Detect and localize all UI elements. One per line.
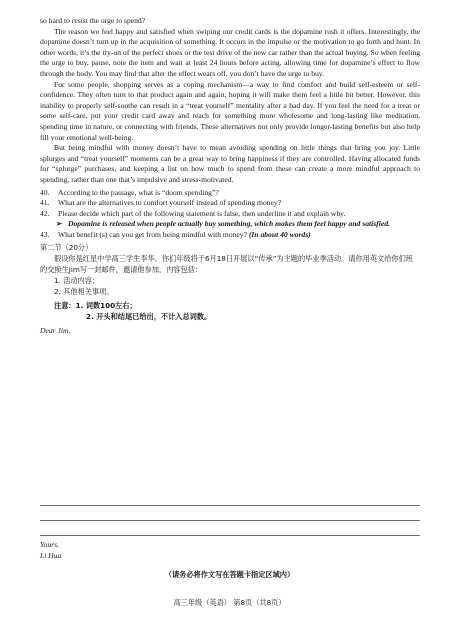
- note-1: 注意：1. 词数100左右；: [54, 301, 137, 311]
- passage-block: [40, 16, 420, 337]
- question-40: 40. According to the passage, what is “doom spending”?: [40, 187, 219, 197]
- note-2: 2. 开头和结尾已给出，不计入总词数。: [86, 312, 212, 322]
- writing-task: 假设你是红星中学高三学生李华。你们年级将于6月18日开展以“传承”为主题的毕业季活动。请你用英文给你们班的交换生Jim写一封邮件，邀请他参加，内容包括：: [40, 254, 413, 275]
- letter-greeting: Dear Jim,: [40, 326, 71, 336]
- arrow-bullet-icon: ➢: [56, 219, 63, 229]
- question-42: 42. Please decide which part of the following statement is false, then underline it and explain why.: [40, 208, 346, 218]
- passage-paragraph-3: But being mindful with money doesn’t have to mean avoiding spending on little things that bring you joy. Little splurges and “treat yourself” moments can be a great way to bring happiness if they are controlled. Having allocated funds for “splurge” purchases, and keeping a list on how much to spend from these can create a more mindful approach to spending, rather than one that’s impulsive and stress-motivated.: [40, 143, 420, 184]
- page-footer: 高三年级（英语） 第8页（共8页）: [173, 598, 286, 607]
- task-item-1: 1. 活动内容；: [54, 276, 100, 286]
- word-limit: (In about 40 words): [248, 229, 311, 239]
- writing-line: [40, 535, 420, 536]
- notes: [40, 300, 420, 322]
- passage-paragraph-0: so hard to resist the urge to spend?: [40, 16, 146, 25]
- writing-line: [40, 520, 420, 521]
- question-43: 43. What benefit (s) can you get from being mindful with money? (In about 40 words): [40, 229, 311, 239]
- task-item-2: 2. 其他相关事项。: [54, 287, 114, 297]
- writing-line: [40, 505, 420, 506]
- question-42-statement: ➢ Dopamine is released when people actually buy something, which makes them feel happy and satisfied.: [56, 219, 390, 229]
- question-41: 41. What are the alternatives to comfort yourself instead of spending money?: [40, 198, 282, 208]
- section-heading: 第二节（20分）: [40, 243, 93, 253]
- letter-signature: Li Hua: [40, 551, 62, 560]
- answer-sheet-note: （请务必将作文写在答题卡指定区域内）: [164, 570, 295, 579]
- letter-closing: Yours,: [40, 540, 59, 549]
- passage-paragraph-2: For some people, shopping serves as a coping mechanism—a way to find comfort and build self-esteem or self-confidence. They often turn to that product again and again, hoping it will make them feel a little bit better. However, this inability to properly self-soothe can result in a “treat yourself” mentality after a bad day. If you feel the need for a treat or some self-care, put your credit card away and reach for something more wholesome and long-lasting like meditation, spending time in nature, or connecting with friends. These alternatives not only provide longer-lasting benefits but also help fill your emotional well-being.: [40, 79, 420, 142]
- passage-paragraph-1: The reason we feel happy and satisfied when swiping our credit cards is the dopamine rush it offers. Interestingly, the dopamine doesn’t turn up in the acquisition of something. It occurs in the impulse or the motivation to go forth and hunt. In other words, it’s the try-on of the perfect shoes or the test drive of the new car rather than the actual buying. So when feeling the urge to buy, pause, note the item and wait at least 24 hours before acting, allowing time for dopamine’s effect to flow through the body. You may find that after the effect wears off, you don’t have the urge to buy.: [40, 26, 420, 78]
